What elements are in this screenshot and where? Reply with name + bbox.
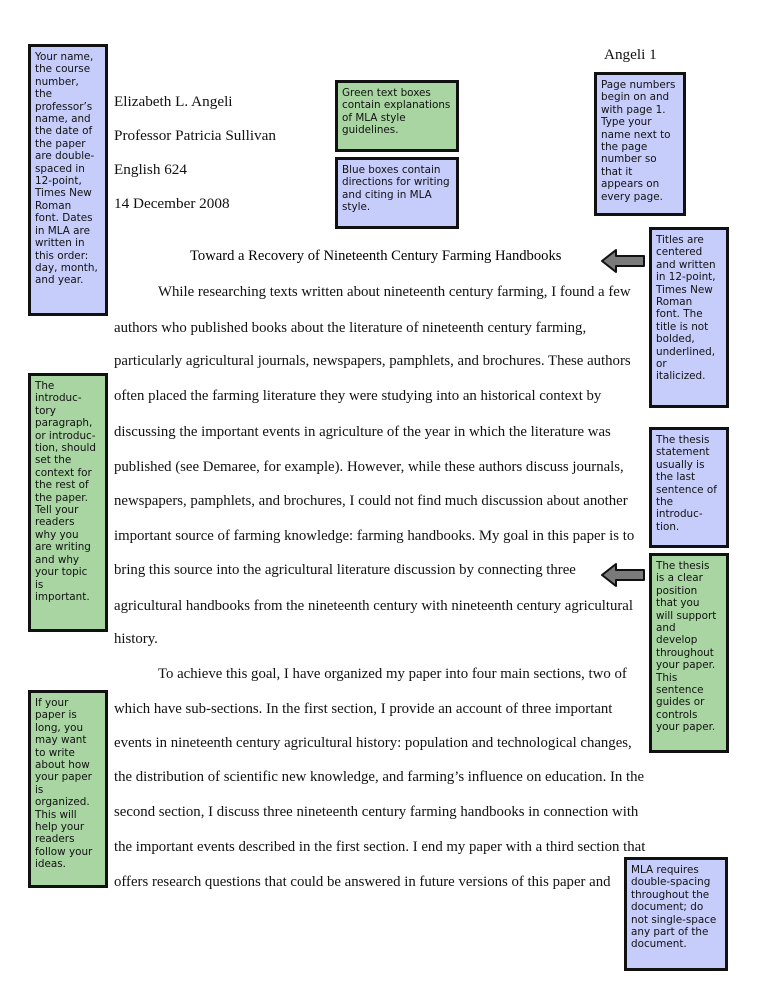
annotation-line: ideas. bbox=[35, 858, 66, 871]
annotation-line: position bbox=[656, 584, 698, 597]
annotation-line: paper is bbox=[35, 709, 77, 722]
annotation-line: long, you bbox=[35, 721, 84, 734]
annotation-thesis-position bbox=[649, 553, 729, 753]
body-line: often placed the farming literature they were studying into an historical context by bbox=[114, 388, 602, 404]
annotation-line: readers bbox=[35, 516, 75, 529]
annotation-organization bbox=[28, 690, 108, 888]
annotation-line: this order: bbox=[35, 249, 89, 262]
annotation-line: guides or bbox=[656, 696, 705, 709]
annotation-line: the paper bbox=[35, 137, 86, 150]
annotation-line: set the bbox=[35, 454, 72, 467]
annotation-line: and why bbox=[35, 553, 80, 566]
left-arrow-icon bbox=[600, 562, 646, 588]
annotation-line: throughout bbox=[656, 646, 714, 659]
body-line: particularly agricultural journals, newspapers, pamphlets, and brochures. These authors bbox=[114, 353, 631, 369]
annotation-line: any part of the bbox=[631, 926, 709, 939]
annotation-line: with page 1. bbox=[601, 103, 666, 116]
annotation-line: tion. bbox=[656, 520, 680, 533]
annotation-line: organized. bbox=[35, 796, 90, 809]
annotation-line: the bbox=[35, 88, 53, 101]
annotation-line: of MLA style bbox=[342, 111, 406, 124]
annotation-line: written in bbox=[35, 237, 85, 250]
body-line: offers research questions that could be answered in future versions of this paper and bbox=[114, 874, 611, 890]
annotation-line: style. bbox=[342, 201, 371, 214]
annotation-line: your paper. bbox=[656, 721, 716, 734]
annotation-line: will support bbox=[656, 609, 717, 622]
body-line: important source of farming knowledge: farming handbooks. My goal in this paper is to bbox=[114, 528, 635, 544]
heading-course: English 624 bbox=[114, 161, 187, 178]
annotation-line: and citing in MLA bbox=[342, 188, 432, 201]
annotation-line: italicized. bbox=[656, 370, 706, 383]
annotation-line: Tell your bbox=[35, 504, 79, 517]
annotation-line: are writing bbox=[35, 541, 91, 554]
annotation-line: tory bbox=[35, 404, 56, 417]
annotation-line: not single-space bbox=[631, 913, 717, 926]
annotation-line: This will bbox=[35, 808, 77, 821]
annotation-line: sentence of bbox=[656, 483, 717, 496]
annotation-line: are double- bbox=[35, 150, 95, 163]
annotation-line: number, bbox=[35, 75, 79, 88]
heading-date: 14 December 2008 bbox=[114, 195, 230, 212]
annotation-line: double-spacing bbox=[631, 876, 711, 889]
annotation-line: Your name, bbox=[35, 51, 94, 63]
annotation-line: that it bbox=[601, 165, 633, 178]
annotation-line: tion, should bbox=[35, 442, 96, 455]
page-header: Angeli 1 bbox=[604, 46, 657, 63]
annotation-line: throughout the bbox=[631, 888, 710, 901]
annotation-line: follow your bbox=[35, 845, 93, 858]
body-line: published (see Demaree, for example). However, while these authors discuss journals, bbox=[114, 459, 624, 475]
annotation-line: Times New bbox=[656, 283, 713, 296]
annotation-intro bbox=[28, 373, 108, 632]
annotation-blue-legend bbox=[335, 157, 459, 229]
body-line: bring this source into the agricultural literature discussion by connecting three bbox=[114, 562, 576, 578]
annotation-line: number so bbox=[601, 153, 657, 166]
annotation-line: and year. bbox=[35, 274, 84, 287]
annotation-line: help your bbox=[35, 821, 85, 834]
annotation-line: title is not bbox=[656, 320, 709, 333]
annotation-line: may want bbox=[35, 734, 87, 747]
annotation-line: important. bbox=[35, 590, 90, 603]
annotation-line: MLA requires bbox=[631, 864, 699, 876]
annotation-line: the date of bbox=[35, 125, 93, 138]
annotation-line: appears on bbox=[601, 178, 660, 191]
body-line: To achieve this goal, I have organized my paper into four main sections, two of bbox=[158, 666, 627, 682]
body-line: While researching texts written about nineteenth century farming, I found a few bbox=[158, 284, 631, 300]
annotation-line: your paper. bbox=[656, 659, 716, 672]
body-line: the distribution of scientific new knowledge, and farming’s influence on education. In the bbox=[114, 769, 645, 785]
annotation-line: controls bbox=[656, 708, 698, 721]
annotation-line: The thesis bbox=[656, 434, 710, 446]
annotation-line: in MLA are bbox=[35, 224, 90, 237]
annotation-line: the paper. bbox=[35, 491, 88, 504]
heading-professor: Professor Patricia Sullivan bbox=[114, 127, 276, 144]
annotation-line: why you bbox=[35, 528, 79, 541]
annotation-line: day, month, bbox=[35, 261, 98, 274]
annotation-double-spacing bbox=[624, 857, 728, 971]
annotation-line: The bbox=[35, 380, 55, 392]
body-line: discussing the important events in agriculture of the year in which the literature was bbox=[114, 424, 611, 440]
body-line: which have sub-sections. In the first section, I provide an account of three important bbox=[114, 701, 613, 717]
annotation-line: to write bbox=[35, 746, 75, 759]
annotation-line: If your bbox=[35, 697, 69, 709]
left-arrow-icon bbox=[600, 248, 646, 274]
annotation-line: Times New bbox=[35, 187, 92, 200]
annotation-line: paragraph, bbox=[35, 417, 93, 430]
annotation-line: underlined, bbox=[656, 345, 716, 358]
body-line: newspapers, pamphlets, and brochures, I could not find much discussion about another bbox=[114, 493, 628, 509]
annotation-line: usually is bbox=[656, 458, 705, 471]
paper-title: Toward a Recovery of Nineteenth Century Farming Handbooks bbox=[190, 248, 562, 264]
annotation-line: Blue boxes contain bbox=[342, 164, 441, 176]
annotation-line: in 12-point, bbox=[656, 271, 716, 284]
annotation-line: introduc- bbox=[656, 508, 703, 521]
annotation-line: statement bbox=[656, 446, 710, 459]
annotation-line: Titles are bbox=[656, 234, 704, 246]
annotation-line: your topic bbox=[35, 566, 88, 579]
annotation-line: professor’s bbox=[35, 100, 93, 113]
annotation-titles bbox=[649, 227, 729, 408]
annotation-line: is bbox=[35, 783, 44, 796]
annotation-line: introduc- bbox=[35, 392, 82, 405]
annotation-line: document; do bbox=[631, 901, 704, 914]
annotation-line: or introduc- bbox=[35, 429, 96, 442]
annotation-line: document. bbox=[631, 938, 687, 951]
annotation-line: the last bbox=[656, 471, 696, 484]
annotation-line: name, and bbox=[35, 113, 91, 126]
body-line: the important events described in the first section. I end my paper with a third section that bbox=[114, 839, 646, 855]
annotation-line: readers bbox=[35, 833, 75, 846]
annotation-thesis-location bbox=[649, 427, 729, 548]
annotation-line: the course bbox=[35, 63, 91, 76]
annotation-line: that you bbox=[656, 597, 700, 610]
annotation-line: centered bbox=[656, 246, 703, 259]
annotation-line: contain explanations bbox=[342, 99, 451, 112]
annotation-line: the bbox=[656, 496, 674, 509]
body-line: events in nineteenth century agricultural history: population and technological changes, bbox=[114, 735, 632, 751]
annotation-line: Page numbers bbox=[601, 79, 676, 91]
annotation-line: sentence bbox=[656, 684, 704, 697]
annotation-line: bolded, bbox=[656, 333, 695, 346]
annotation-page-numbers bbox=[594, 72, 686, 216]
annotation-line: begin on and bbox=[601, 91, 670, 104]
annotation-line: directions for writing bbox=[342, 176, 450, 189]
annotation-line: your paper bbox=[35, 771, 92, 784]
annotation-line: about how bbox=[35, 759, 90, 772]
annotation-line: Roman bbox=[35, 199, 72, 212]
annotation-line: 12-point, bbox=[35, 175, 82, 188]
annotation-line: context for bbox=[35, 466, 92, 479]
annotation-line: The thesis bbox=[656, 560, 710, 572]
annotation-line: spaced in bbox=[35, 162, 85, 175]
annotation-line: Type your bbox=[601, 116, 652, 129]
body-line: history. bbox=[114, 631, 158, 647]
body-line: authors who published books about the literature of nineteenth century farming, bbox=[114, 320, 587, 336]
body-line: agricultural handbooks from the nineteenth century with nineteenth century agricultural bbox=[114, 598, 633, 614]
annotation-green-legend bbox=[335, 80, 459, 152]
annotation-line: every page. bbox=[601, 190, 663, 203]
heading-name: Elizabeth L. Angeli bbox=[114, 93, 233, 110]
annotation-line: is a clear bbox=[656, 572, 703, 585]
annotation-line: font. The bbox=[656, 308, 703, 321]
annotation-line: and bbox=[656, 622, 676, 635]
annotation-line: This bbox=[656, 671, 678, 684]
annotation-line: Roman bbox=[656, 296, 693, 309]
body-line: second section, I discuss three nineteenth century farming handbooks in connection with bbox=[114, 804, 639, 820]
annotation-name-box bbox=[28, 44, 108, 316]
annotation-line: Green text boxes bbox=[342, 87, 431, 99]
annotation-line: font. Dates bbox=[35, 212, 93, 225]
annotation-line: and written bbox=[656, 258, 716, 271]
annotation-line: guidelines. bbox=[342, 124, 399, 137]
annotation-line: name next to bbox=[601, 128, 671, 141]
annotation-line: or bbox=[656, 358, 667, 371]
annotation-line: develop bbox=[656, 634, 698, 647]
annotation-line: the page bbox=[601, 141, 648, 154]
annotation-line: is bbox=[35, 578, 44, 591]
annotation-line: the rest of bbox=[35, 479, 89, 492]
